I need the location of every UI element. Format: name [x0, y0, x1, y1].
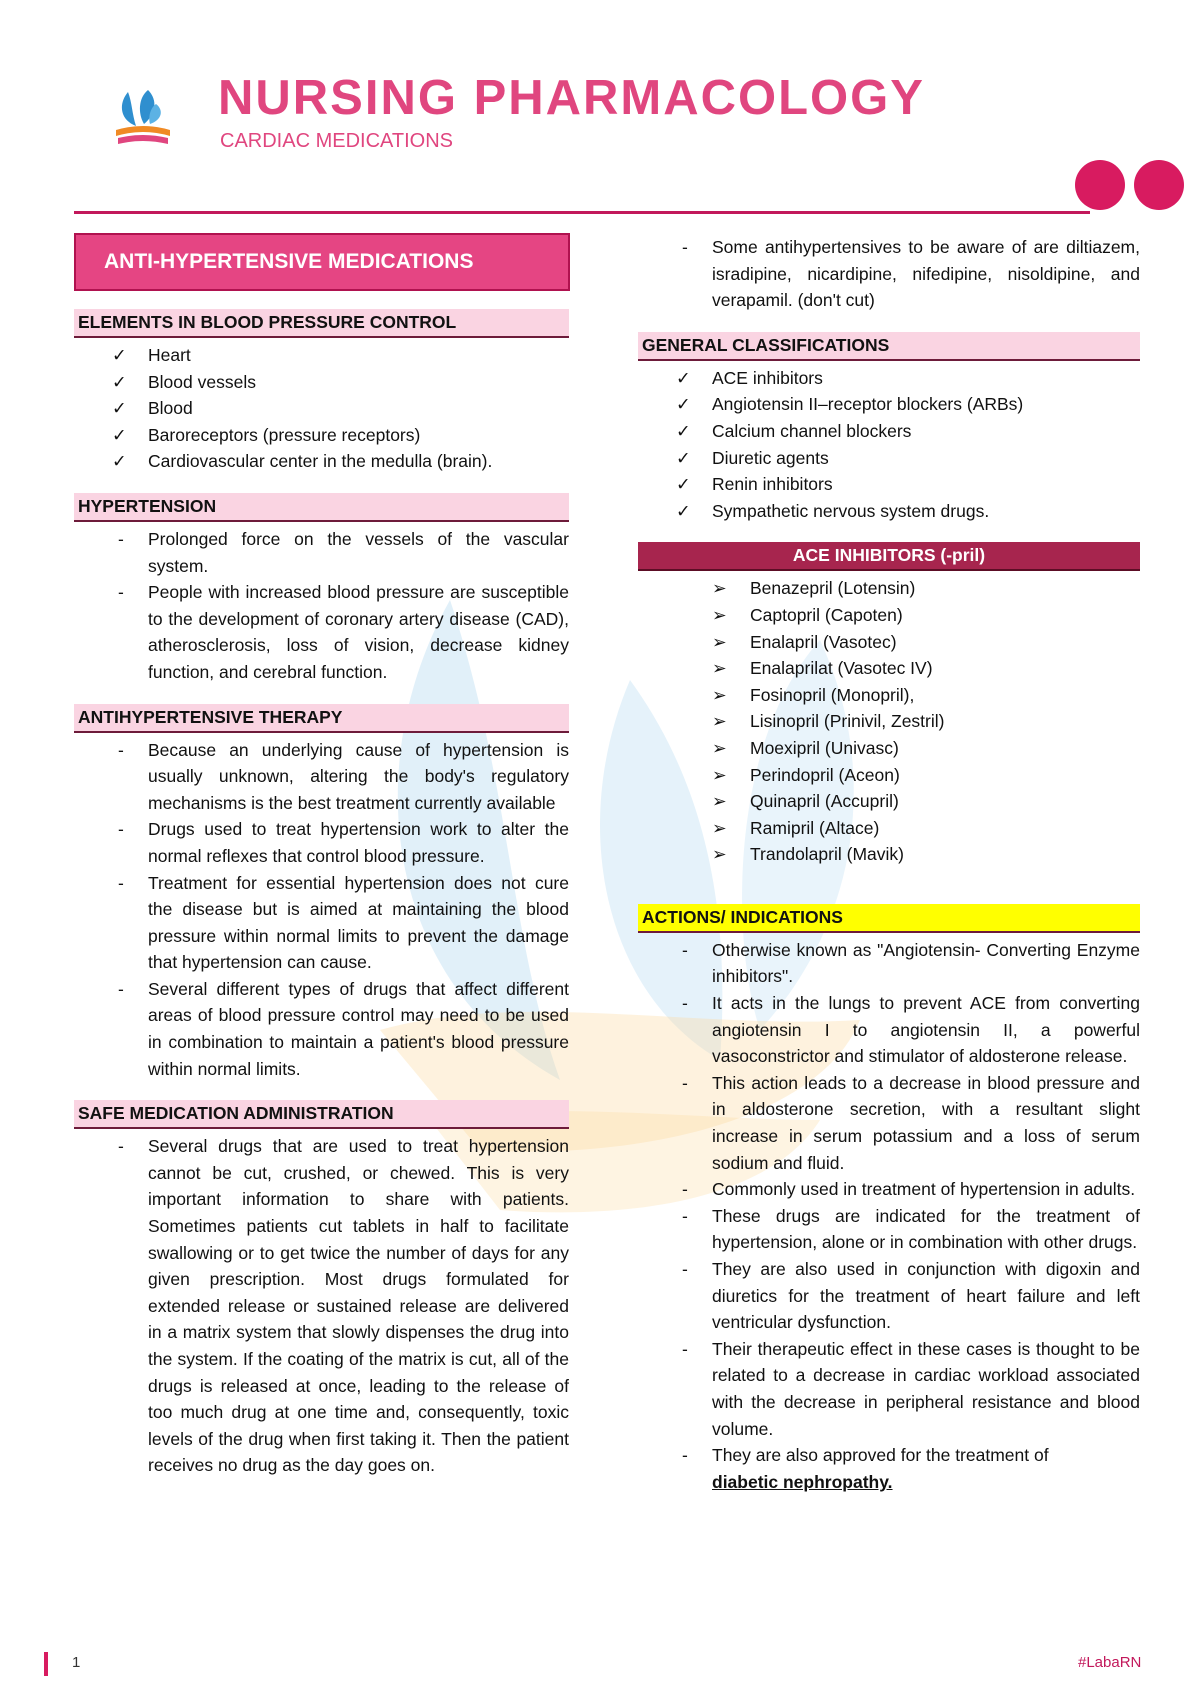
list-item: - They are also used in conjunction with digoxin and diuretics for the treatment of heart failure and left ventricular dysfunction. — [682, 1259, 1140, 1333]
check-icon: ✓ — [676, 367, 691, 388]
list-item: ➢ Enalapril (Vasotec) — [638, 629, 1140, 656]
list-item: - It acts in the lungs to prevent ACE from converting angiotensin I to angiotensin II, a powerful vasoconstrictor and stimulator of aldosterone release. — [682, 993, 1140, 1067]
safe-administration-list — [74, 1133, 569, 1479]
page-title: NURSING PHARMACOLOGY — [218, 71, 925, 125]
section-heading-actions: ACTIONS/ INDICATIONS — [638, 904, 1140, 933]
check-icon: ✓ — [676, 500, 691, 521]
emphasis-text: diabetic nephropathy. — [712, 1471, 893, 1492]
arrow-icon: ➢ — [712, 844, 727, 865]
intro-list — [638, 234, 1140, 314]
list-item: ➢ Moexipril (Univasc) — [638, 735, 1140, 762]
list-item: ✓ Renin inhibitors — [638, 471, 1140, 498]
list-item: - They are also approved for the treatment of diabetic nephropathy. — [682, 1445, 1049, 1492]
list-item: ✓ Baroreceptors (pressure receptors) — [74, 422, 569, 449]
right-column — [638, 230, 1140, 1495]
list-item: ✓ Cardiovascular center in the medulla (brain). — [74, 448, 569, 475]
list-item: ✓ Heart — [74, 342, 569, 369]
list-item: - This action leads to a decrease in blood pressure and in aldosterone secretion, with a resultant slight increase in serum potassium and a loss of serum sodium and fluid. — [682, 1072, 1140, 1173]
check-icon: ✓ — [676, 394, 691, 415]
section-heading-therapy: ANTIHYPERTENSIVE THERAPY — [74, 704, 569, 733]
check-icon: ✓ — [112, 371, 127, 392]
list-item: ➢ Benazepril (Lotensin) — [638, 575, 1140, 602]
logo-leaf-book-icon — [110, 86, 176, 152]
section-heading-elements: ELEMENTS IN BLOOD PRESSURE CONTROL — [74, 309, 569, 338]
list-item: - People with increased blood pressure are susceptible to the development of coronary artery disease (CAD), atherosclerosis, loss of vision, decrease kidney function, and cerebral function. — [118, 582, 569, 682]
list-item: ➢ Quinapril (Accupril) — [638, 788, 1140, 815]
list-item: - Their therapeutic effect in these cases is thought to be related to a decrease in cardiac workload associated with the decrease in peripheral resistance and blood volume. — [682, 1338, 1140, 1439]
arrow-icon: ➢ — [712, 578, 727, 599]
arrow-icon: ➢ — [712, 711, 727, 732]
arrow-icon: ➢ — [712, 817, 727, 838]
list-item: - Otherwise known as "Angiotensin- Converting Enzyme inhibitors". — [682, 939, 1140, 987]
list-item: ✓ Angiotensin II–receptor blockers (ARBs) — [638, 391, 1140, 418]
footer-bar — [44, 1652, 48, 1676]
section-heading-classifications: GENERAL CLASSIFICATIONS — [638, 332, 1140, 361]
list-item: ✓ Diuretic agents — [638, 445, 1140, 472]
section-heading-ace-inhibitors: ACE INHIBITORS (-pril) — [638, 542, 1140, 571]
page-number: 1 — [72, 1654, 81, 1671]
list-item: ✓ Blood — [74, 395, 569, 422]
list-item: - Treatment for essential hypertension does not cure the disease but is aimed at maintaining the blood pressure within normal limits to prevent the damage that hypertension can cause. — [118, 872, 569, 973]
header-divider — [74, 211, 1090, 214]
header-dot-icon — [1134, 160, 1184, 210]
header-dot-icon — [1075, 160, 1125, 210]
hypertension-list — [74, 526, 569, 686]
page-subtitle: CARDIAC MEDICATIONS — [220, 130, 453, 152]
list-item: - These drugs are indicated for the treatment of hypertension, alone or in combination with other drugs. — [682, 1205, 1140, 1253]
list-item: ➢ Trandolapril (Mavik) — [638, 841, 1140, 868]
list-item: ➢ Perindopril (Aceon) — [638, 762, 1140, 789]
section-heading-safe-administration: SAFE MEDICATION ADMINISTRATION — [74, 1100, 569, 1129]
footer-tag: #LabaRN — [1078, 1654, 1142, 1671]
list-item: - Some antihypertensives to be aware of are diltiazem, isradipine, nicardipine, nifedipine, nisoldipine, and verapamil. (don't cut) — [682, 237, 1140, 311]
elements-list — [74, 342, 569, 475]
left-column — [74, 230, 569, 1479]
section-heading-hypertension: HYPERTENSION — [74, 493, 569, 522]
list-item: - Commonly used in treatment of hypertension in adults. — [682, 1179, 1136, 1200]
therapy-list — [74, 737, 569, 1083]
list-item: ➢ Ramipril (Altace) — [638, 815, 1140, 842]
list-item: ✓ Blood vessels — [74, 369, 569, 396]
check-icon: ✓ — [676, 474, 691, 495]
list-item: ➢ Enalaprilat (Vasotec IV) — [638, 655, 1140, 682]
list-item: ✓ Sympathetic nervous system drugs. — [638, 498, 1140, 525]
arrow-icon: ➢ — [712, 791, 727, 812]
list-item: ✓ ACE inhibitors — [638, 365, 1140, 392]
list-item: - Prolonged force on the vessels of the vascular system. — [118, 528, 569, 576]
list-item: - Because an underlying cause of hypertension is usually unknown, altering the body's regulatory mechanisms is the best treatment currently available — [118, 739, 569, 813]
classifications-list — [638, 365, 1140, 525]
arrow-icon: ➢ — [712, 684, 727, 705]
check-icon: ✓ — [676, 420, 691, 441]
actions-list — [638, 937, 1140, 1495]
ace-inhibitors-list — [638, 575, 1140, 868]
list-item: - Several different types of drugs that affect different areas of blood pressure control may need to be used in combination to maintain a patient's blood pressure within normal limits. — [118, 978, 569, 1079]
arrow-icon: ➢ — [712, 764, 727, 785]
list-item: ➢ Captopril (Capoten) — [638, 602, 1140, 629]
list-item: ✓ Calcium channel blockers — [638, 418, 1140, 445]
check-icon: ✓ — [676, 447, 691, 468]
check-icon: ✓ — [112, 424, 127, 445]
arrow-icon: ➢ — [712, 604, 727, 625]
list-item: - Several drugs that are used to treat hypertension cannot be cut, crushed, or chewed. This is very important information to share with patients. Sometimes patients cut tablets in half to facilitate swallowing or to get twice the number of days for any given prescription. Most drugs formulated for extended release or sustained release are delivered in a matrix system that slowly dispenses the drug into the system. If the coating of the matrix is cut, all of the drugs is released at once, leading to the release of too much drug at one time and, consequently, toxic levels of the drug when first taking it. Then the patient receives no drug as the day goes on. — [118, 1136, 569, 1476]
arrow-icon: ➢ — [712, 631, 727, 652]
check-icon: ✓ — [112, 398, 127, 419]
list-item: ➢ Fosinopril (Monopril), — [638, 682, 1140, 709]
arrow-icon: ➢ — [712, 658, 727, 679]
list-item: - Drugs used to treat hypertension work to alter the normal reflexes that control blood pressure. — [118, 819, 569, 866]
list-item: ➢ Lisinopril (Prinivil, Zestril) — [638, 708, 1140, 735]
main-banner: ANTI-HYPERTENSIVE MEDICATIONS — [74, 233, 570, 291]
check-icon: ✓ — [112, 345, 127, 365]
check-icon: ✓ — [112, 451, 127, 472]
arrow-icon: ➢ — [712, 737, 727, 758]
